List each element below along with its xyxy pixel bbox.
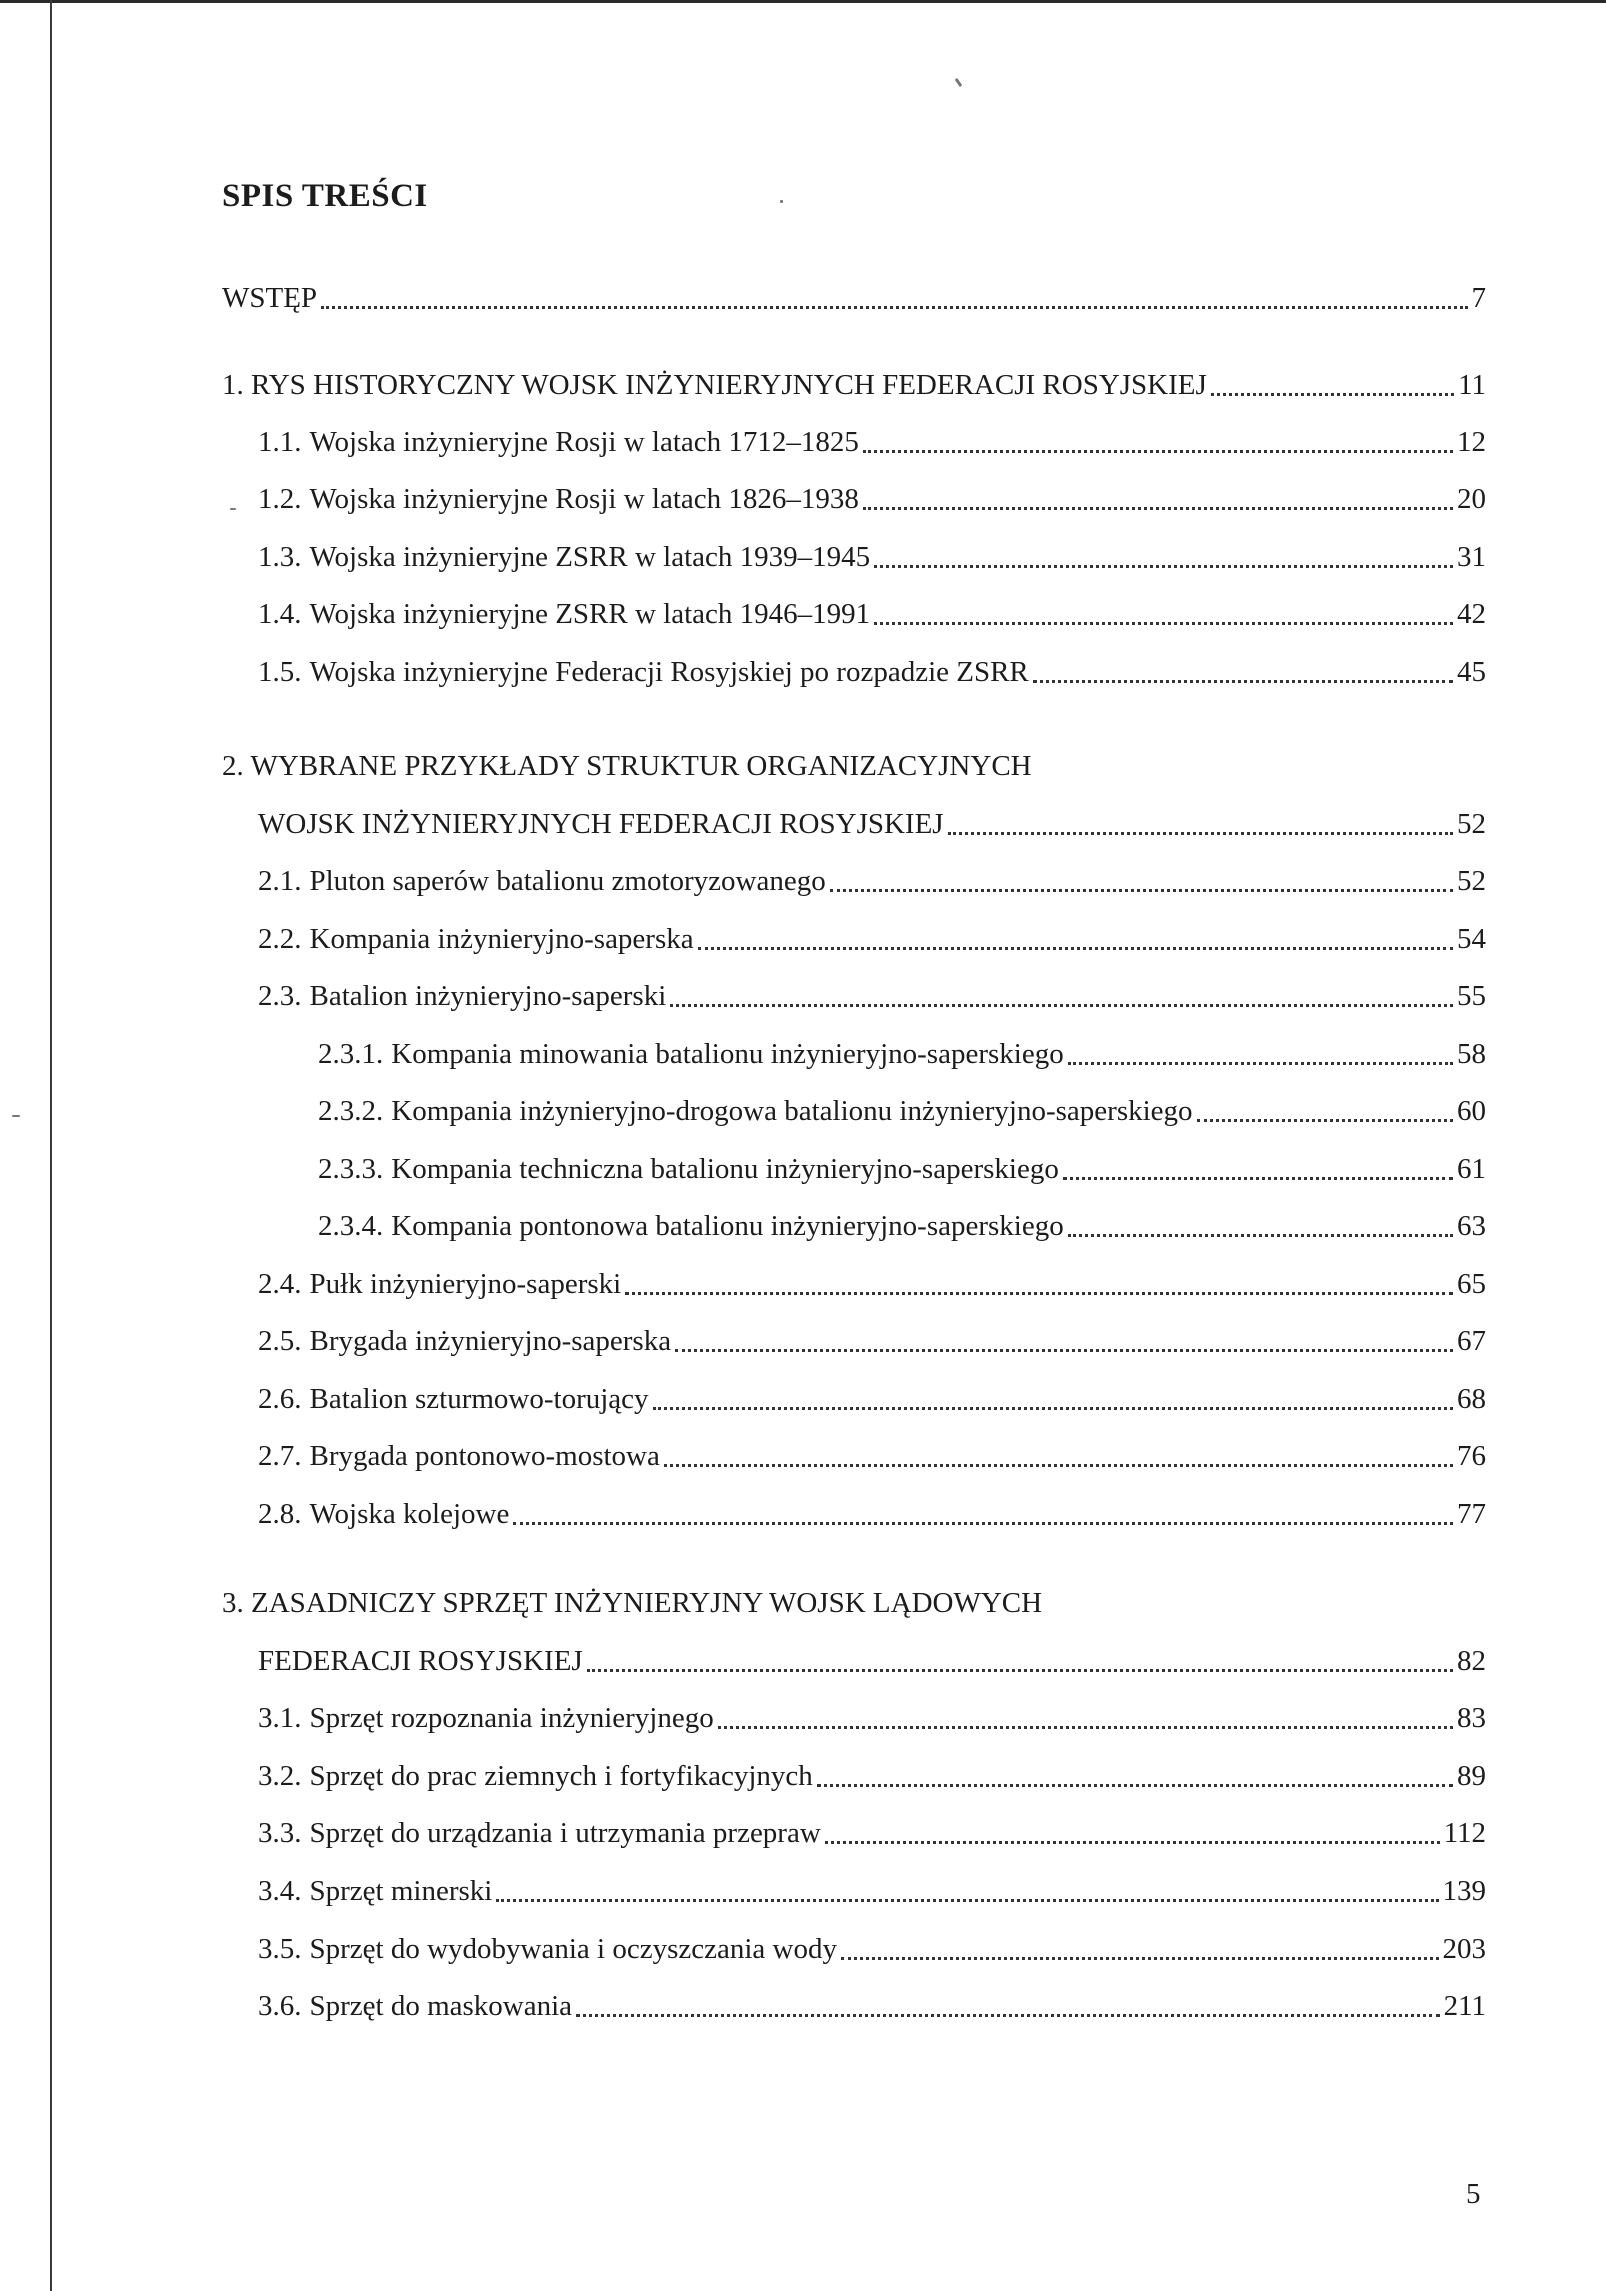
toc-entry-label: Sprzęt do wydobywania i oczyszczania wody: [309, 1933, 837, 1965]
dot-leader: [1033, 652, 1453, 692]
dot-leader: [874, 594, 1453, 634]
toc-section-3-2[interactable]: [258, 1756, 1486, 1796]
toc-section-3-6[interactable]: [258, 1986, 1486, 2026]
toc-entry-label: Kompania minowania batalionu inżynieryjno-saperskiego: [391, 1038, 1064, 1070]
toc-entry-number: 3.5.: [258, 1933, 302, 1965]
toc-section-1-3[interactable]: [258, 537, 1486, 577]
toc-entry-page: 211: [1443, 1990, 1486, 2022]
toc-entry-label: Batalion szturmowo-torujący: [309, 1383, 649, 1415]
toc-section-2-2[interactable]: [258, 919, 1486, 959]
toc-entry-page: 55: [1457, 980, 1486, 1012]
toc-entry-number: 2.3.: [258, 980, 302, 1012]
toc-section-2-3-4[interactable]: [318, 1206, 1486, 1246]
toc-section-2-7[interactable]: [258, 1436, 1486, 1476]
dot-leader: [670, 976, 1453, 1016]
toc-entry-number: 2.3.1.: [318, 1038, 384, 1070]
toc-chapter-3-heading: 3. ZASADNICZY SPRZĘT INŻYNIERYJNY WOJSK LĄDOWYCH: [222, 1587, 1043, 1619]
toc-entry-page: 58: [1457, 1038, 1486, 1070]
toc-section-3-1[interactable]: [258, 1698, 1486, 1738]
toc-section-2-4[interactable]: [258, 1264, 1486, 1304]
dot-leader: [675, 1321, 1453, 1361]
toc-entry-page: 60: [1457, 1095, 1486, 1127]
toc-entry-number: 3.6.: [258, 1990, 302, 2022]
dot-leader: [1068, 1034, 1453, 1074]
dot-leader: [830, 861, 1453, 901]
dot-leader: [513, 1494, 1453, 1534]
toc-entry-number: 1.3.: [258, 541, 302, 573]
toc-entry-label: Sprzęt do prac ziemnych i fortyfikacyjnych: [309, 1760, 813, 1792]
toc-entry-page: 11: [1458, 369, 1486, 401]
toc-entry-number: 3.4.: [258, 1875, 302, 1907]
toc-entry-label: Pluton saperów batalionu zmotoryzowanego: [309, 865, 826, 897]
scan-top-edge: [0, 0, 1606, 3]
dot-leader: [863, 422, 1453, 462]
toc-section-3-4[interactable]: [258, 1871, 1486, 1911]
toc-section-3-5[interactable]: [258, 1929, 1486, 1969]
toc-entry-wstep[interactable]: [222, 278, 1486, 318]
toc-entry-page: 7: [1471, 282, 1486, 314]
toc-section-3-3[interactable]: [258, 1813, 1486, 1853]
dot-leader: [825, 1813, 1440, 1853]
scan-speck: [780, 200, 783, 203]
toc-entry-page: 82: [1457, 1645, 1486, 1677]
toc-entry-label: Sprzęt do urządzania i utrzymania przepraw: [309, 1817, 821, 1849]
toc-entry-page: 83: [1457, 1702, 1486, 1734]
toc-chapter-1[interactable]: [222, 365, 1486, 405]
toc-entry-label: Wojska inżynieryjne Federacji Rosyjskiej po rozpadzie ZSRR: [309, 656, 1029, 688]
toc-entry-page: 42: [1457, 598, 1486, 630]
toc-entry-page: 76: [1457, 1440, 1486, 1472]
dot-leader: [841, 1929, 1439, 1969]
toc-entry-number: 2.3.3.: [318, 1153, 384, 1185]
dot-leader: [576, 1986, 1440, 2026]
toc-entry-page: 31: [1457, 541, 1486, 573]
toc-entry-page: 77: [1457, 1498, 1486, 1530]
toc-entry-page: 65: [1457, 1268, 1486, 1300]
toc-entry-number: 2.4.: [258, 1268, 302, 1300]
toc-entry-label: Sprzęt minerski: [309, 1875, 493, 1907]
toc-entry-label: FEDERACJI ROSYJSKIEJ: [258, 1645, 583, 1677]
toc-entry-page: 67: [1457, 1325, 1486, 1357]
toc-entry-label: Wojska inżynieryjne Rosji w latach 1712–1825: [309, 426, 859, 458]
toc-section-2-3-3[interactable]: [318, 1149, 1486, 1189]
toc-entry-number: 1.5.: [258, 656, 302, 688]
toc-entry-page: 89: [1457, 1760, 1486, 1792]
dot-leader: [496, 1871, 1438, 1911]
dot-leader: [653, 1379, 1453, 1419]
toc-section-2-3[interactable]: [258, 976, 1486, 1016]
toc-entry-number: 3.2.: [258, 1760, 302, 1792]
dot-leader: [1063, 1149, 1453, 1189]
dot-leader: [698, 919, 1453, 959]
dot-leader: [1197, 1091, 1453, 1131]
toc-entry-number: 1.1.: [258, 426, 302, 458]
toc-entry-page: 112: [1443, 1817, 1486, 1849]
toc-entry-page: 68: [1457, 1383, 1486, 1415]
toc-entry-label: 1. RYS HISTORYCZNY WOJSK INŻYNIERYJNYCH FEDERACJI ROSYJSKIEJ: [222, 369, 1207, 401]
toc-section-2-3-1[interactable]: [318, 1034, 1486, 1074]
toc-entry-label: Batalion inżynieryjno-saperski: [309, 980, 667, 1012]
toc-entry-number: 3.1.: [258, 1702, 302, 1734]
toc-entry-label: Wojska inżynieryjne ZSRR w latach 1946–1991: [309, 598, 871, 630]
dot-leader: [321, 278, 1467, 318]
scan-speck: [12, 1115, 20, 1117]
toc-entry-label: Kompania pontonowa batalionu inżynieryjno-saperskiego: [391, 1210, 1064, 1242]
dot-leader: [948, 804, 1453, 844]
toc-section-2-1[interactable]: [258, 861, 1486, 901]
page-number: 5: [1466, 2178, 1481, 2210]
toc-entry-number: 2.3.4.: [318, 1210, 384, 1242]
scan-left-edge: [50, 0, 52, 2291]
toc-entry-number: 2.7.: [258, 1440, 302, 1472]
toc-chapter-2-heading: 2. WYBRANE PRZYKŁADY STRUKTUR ORGANIZACYJNYCH: [222, 750, 1032, 782]
toc-entry-number: 2.6.: [258, 1383, 302, 1415]
toc-section-1-1[interactable]: [258, 422, 1486, 462]
toc-entry-number: 3.3.: [258, 1817, 302, 1849]
dot-leader: [664, 1436, 1453, 1476]
dot-leader: [817, 1756, 1453, 1796]
toc-entry-page: 139: [1442, 1875, 1486, 1907]
toc-entry-number: 2.2.: [258, 923, 302, 955]
toc-section-2-8[interactable]: [258, 1494, 1486, 1534]
toc-entry-label: Brygada inżynieryjno-saperska: [309, 1325, 672, 1357]
toc-entry-page: 52: [1457, 808, 1486, 840]
dot-leader: [625, 1264, 1453, 1304]
toc-entry-number: 1.4.: [258, 598, 302, 630]
toc-entry-page: 203: [1442, 1933, 1486, 1965]
toc-section-2-5[interactable]: [258, 1321, 1486, 1361]
dot-leader: [1068, 1206, 1453, 1246]
scan-speck: [230, 508, 236, 510]
dot-leader: [1211, 365, 1454, 405]
toc-entry-page: 52: [1457, 865, 1486, 897]
toc-entry-label: WSTĘP: [222, 282, 318, 314]
toc-entry-label: Sprzęt do maskowania: [309, 1990, 573, 2022]
toc-entry-label: WOJSK INŻYNIERYJNYCH FEDERACJI ROSYJSKIEJ: [258, 808, 944, 840]
page-title: SPIS TREŚCI: [222, 178, 428, 214]
toc-chapter-2[interactable]: [258, 804, 1486, 844]
toc-entry-label: Sprzęt rozpoznania inżynieryjnego: [309, 1702, 714, 1734]
toc-entry-label: Wojska inżynieryjne Rosji w latach 1826–1938: [309, 483, 859, 515]
toc-section-2-6[interactable]: [258, 1379, 1486, 1419]
toc-entry-label: Wojska inżynieryjne ZSRR w latach 1939–1945: [309, 541, 871, 573]
toc-entry-number: 2.1.: [258, 865, 302, 897]
toc-entry-number: 1.2.: [258, 483, 302, 515]
toc-section-1-2[interactable]: [258, 479, 1486, 519]
toc-entry-page: 54: [1457, 923, 1486, 955]
toc-entry-label: Pułk inżynieryjno-saperski: [309, 1268, 622, 1300]
toc-entry-page: 61: [1457, 1153, 1486, 1185]
toc-entry-page: 45: [1457, 656, 1486, 688]
toc-section-1-4[interactable]: [258, 594, 1486, 634]
dot-leader: [587, 1641, 1453, 1681]
toc-entry-label: Kompania techniczna batalionu inżynieryjno-saperskiego: [391, 1153, 1059, 1185]
toc-entry-label: Kompania inżynieryjno-saperska: [309, 923, 694, 955]
toc-section-2-3-2[interactable]: [318, 1091, 1486, 1131]
toc-entry-number: 2.3.2.: [318, 1095, 384, 1127]
dot-leader: [718, 1698, 1453, 1738]
dot-leader: [863, 479, 1453, 519]
toc-entry-label: Brygada pontonowo-mostowa: [309, 1440, 660, 1472]
toc-entry-label: Kompania inżynieryjno-drogowa batalionu inżynieryjno-saperskiego: [391, 1095, 1193, 1127]
toc-entry-number: 2.8.: [258, 1498, 302, 1530]
dot-leader: [874, 537, 1453, 577]
toc-entry-page: 12: [1457, 426, 1486, 458]
toc-entry-label: Wojska kolejowe: [309, 1498, 510, 1530]
toc-entry-number: 2.5.: [258, 1325, 302, 1357]
toc-entry-page: 63: [1457, 1210, 1486, 1242]
scan-speck: [955, 78, 963, 87]
toc-entry-page: 20: [1457, 483, 1486, 515]
toc-section-1-5[interactable]: [258, 652, 1486, 692]
toc-chapter-3[interactable]: [258, 1641, 1486, 1681]
